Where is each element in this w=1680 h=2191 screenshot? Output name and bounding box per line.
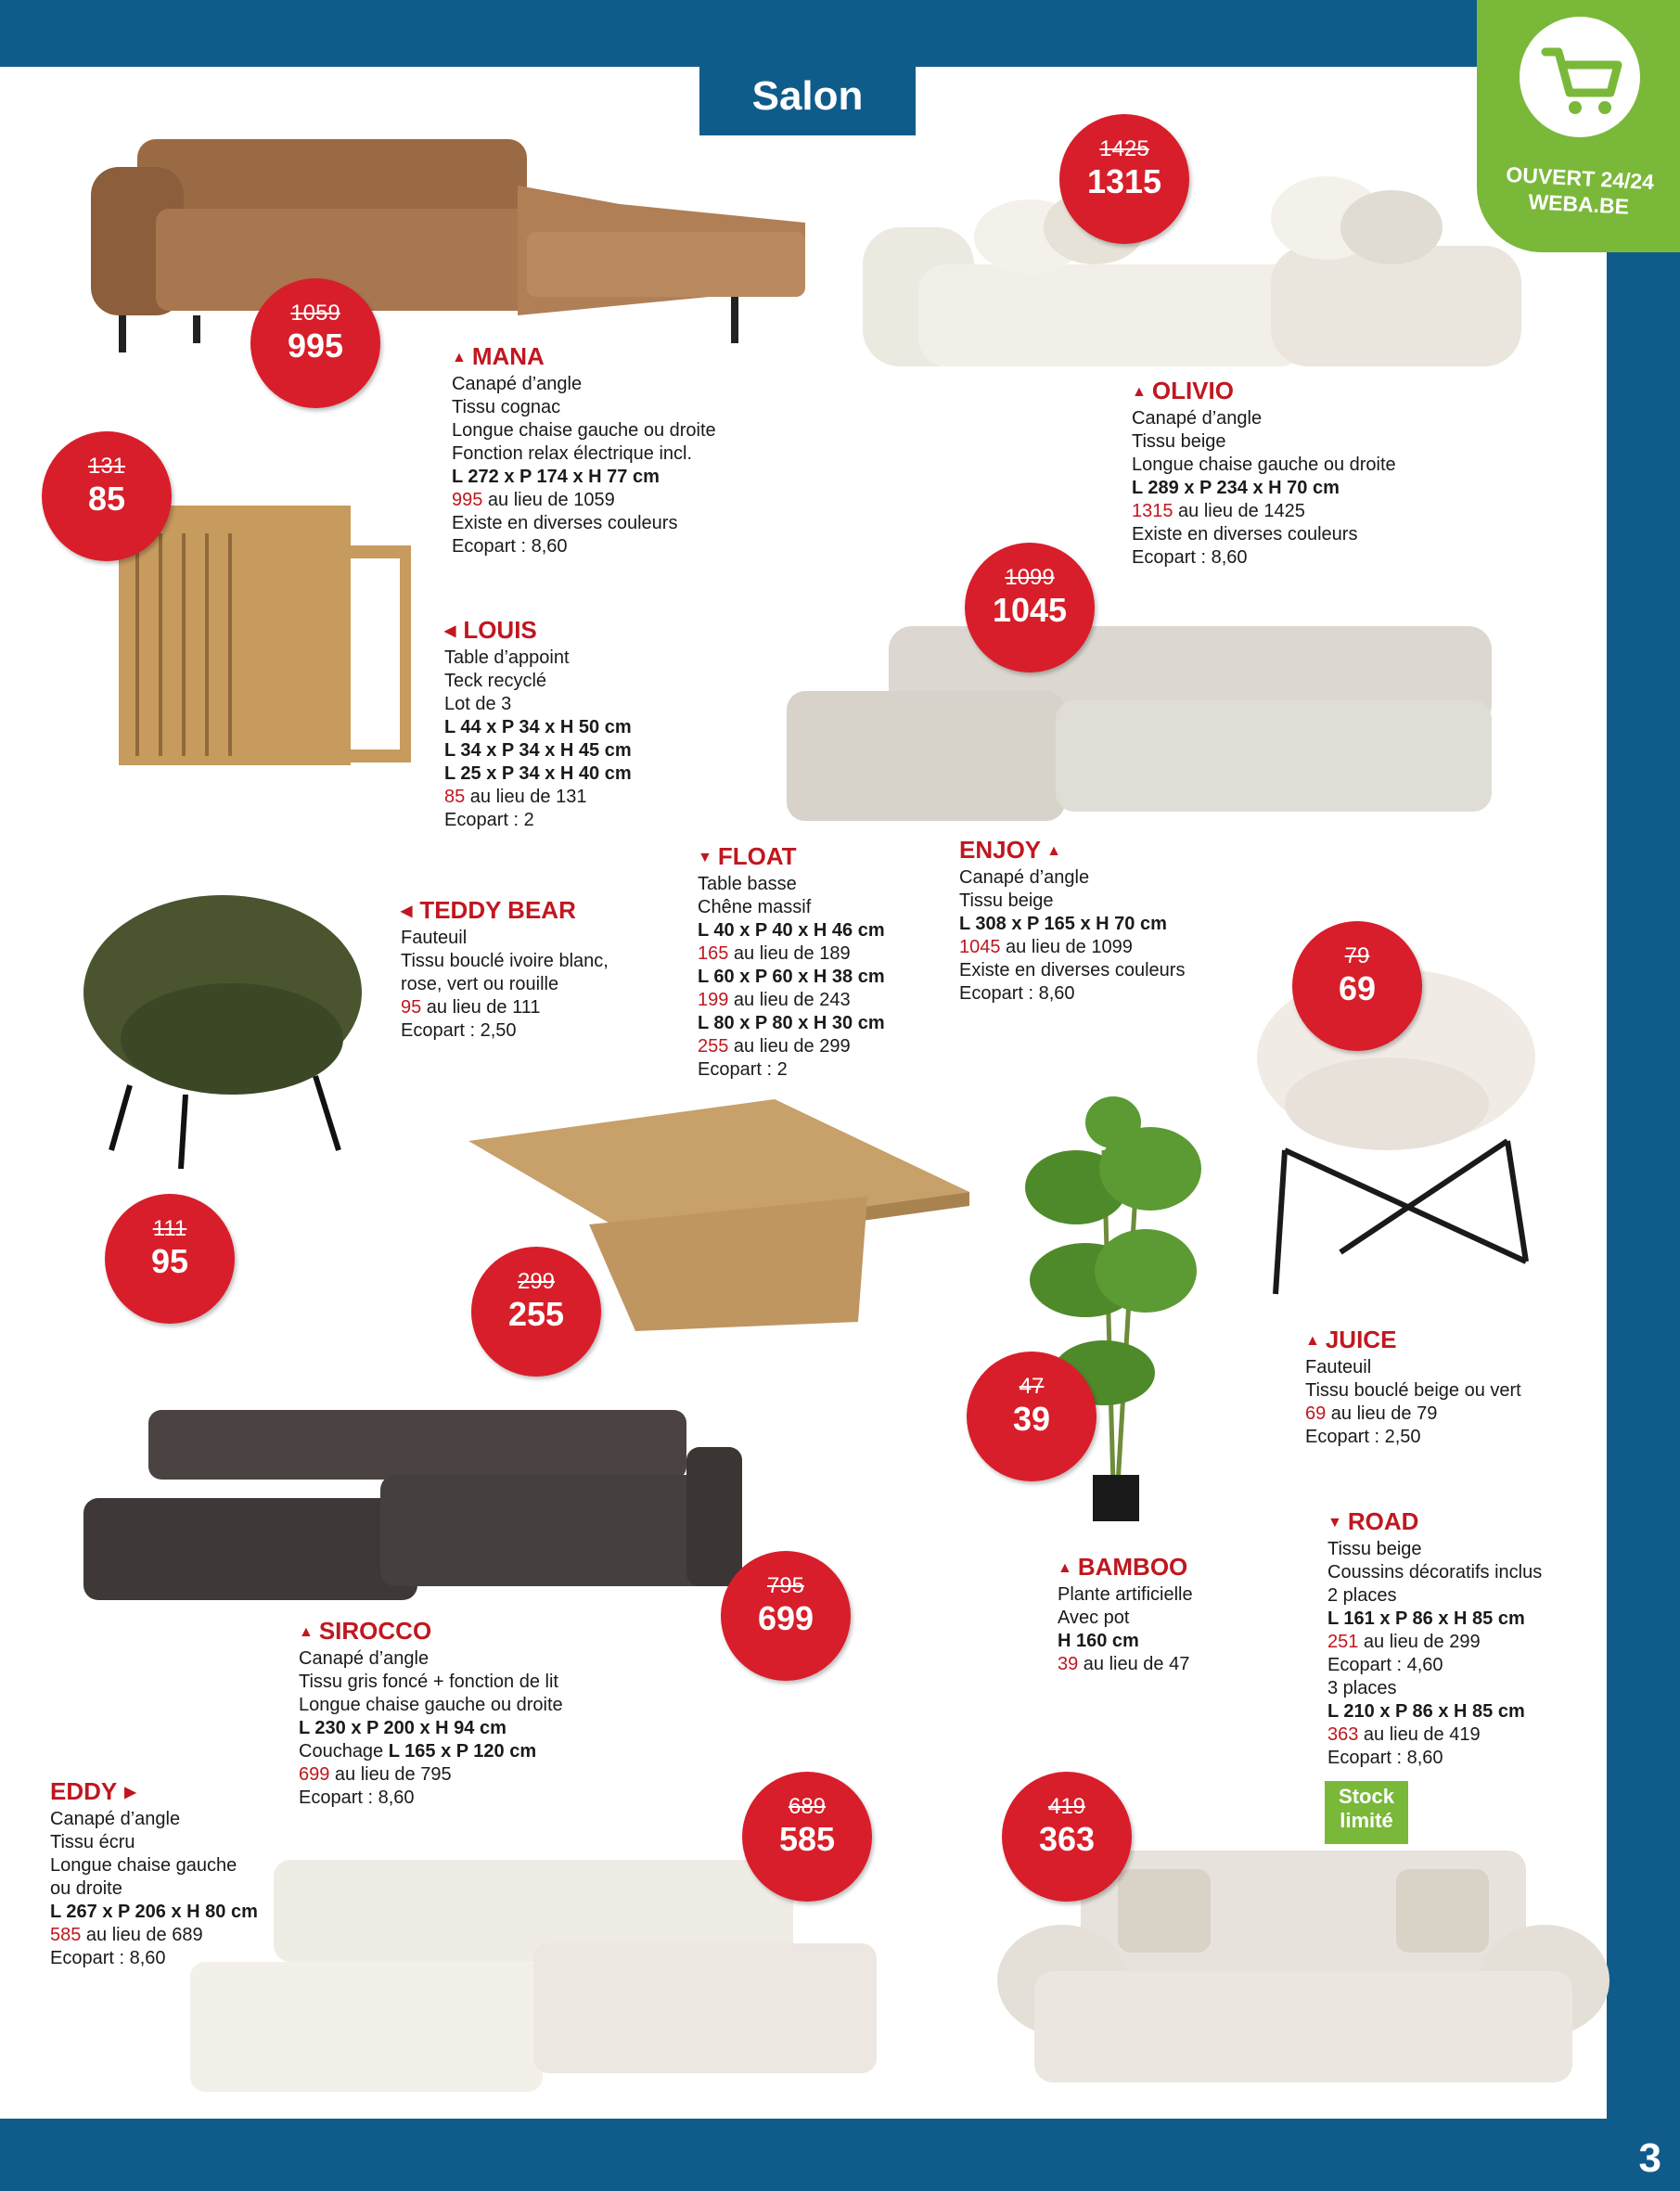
right-banner xyxy=(1607,0,1680,2191)
price-bubble-eddy xyxy=(742,1772,872,1902)
product-name: ▲ MANA xyxy=(452,341,716,373)
price-bubble-mana xyxy=(250,278,380,408)
eddy-sofa-image xyxy=(190,1860,886,2129)
old-price: 47 xyxy=(1019,1374,1045,1399)
price-bubble-louis xyxy=(42,431,172,561)
old-price: 131 xyxy=(87,454,126,479)
product-name: ▲ SIROCCO xyxy=(299,1616,563,1647)
new-price: 69 xyxy=(1338,969,1377,1007)
old-price: 299 xyxy=(517,1269,556,1294)
new-price: 699 xyxy=(757,1599,814,1637)
product-bamboo: ▲ BAMBOO Plante artificielle Avec pot H 160 cm 39 au lieu de 47 xyxy=(1058,1552,1193,1676)
price-bubble-olivio xyxy=(1059,114,1189,244)
product-eddy: EDDY ▶ Canapé d’angle Tissu écru Longue chaise gauche ou droite L 267 x P 206 x H 80 cm 585 au lieu de 689 Ecopart : 8,60 xyxy=(50,1776,258,1970)
old-price: 419 xyxy=(1047,1794,1086,1819)
bottom-banner xyxy=(0,2119,1680,2191)
new-price: 1045 xyxy=(992,591,1068,629)
product-teddy-bear: ◀ TEDDY BEAR Fauteuil Tissu bouclé ivoire blanc, rose, vert ou rouille 95 au lieu de 111 Ecopart : 2,50 xyxy=(401,895,609,1043)
dimensions: L 272 x P 174 x H 77 cm xyxy=(452,467,660,487)
new-price: 95 xyxy=(150,1242,189,1280)
new-price: 1315 xyxy=(1086,162,1162,200)
old-price: 79 xyxy=(1344,943,1370,968)
price-bubble-teddy xyxy=(105,1194,235,1324)
olivio-sofa-image xyxy=(863,162,1549,385)
sirocco-sofa-image xyxy=(83,1391,751,1642)
stock-limited-badge: Stock limité xyxy=(1325,1781,1408,1844)
shopping-cart-icon xyxy=(1520,17,1640,137)
teddy-chair-image xyxy=(74,890,380,1178)
new-price: 995 xyxy=(287,327,344,365)
product-sirocco: ▲ SIROCCO Canapé d’angle Tissu gris foncé + fonction de lit Longue chaise gauche ou droite L 230 x P 200 x H 94 cm Couchage L 165 x P 120 cm 699 au lieu de 795 Ecopart : 8,60 xyxy=(299,1616,563,1810)
new-price: 85 xyxy=(87,480,126,518)
section-title: Salon xyxy=(699,67,916,135)
price-bubble-sirocco xyxy=(721,1551,851,1681)
product-float: ▼ FLOAT Table basse Chêne massif L 40 x P 40 x H 46 cm 165 au lieu de 189 L 60 x P 60 x H 38 cm 199 au lieu de 243 L 80 x P 80 x H 30 cm 255 au lieu de 299 Ecopart : 2 xyxy=(698,841,885,1082)
price-bubble-bamboo xyxy=(967,1352,1096,1481)
old-price: 1425 xyxy=(1099,136,1149,161)
product-olivio: ▲ OLIVIO Canapé d’angle Tissu beige Longue chaise gauche ou droite L 289 x P 234 x H 70 cm 1315 au lieu de 1425 Existe en diverses couleurs Ecopart : 8,60 xyxy=(1132,376,1396,570)
page-number: 3 xyxy=(1638,2135,1661,2181)
product-road: ▼ ROAD Tissu beige Coussins décoratifs inclus 2 places L 161 x P 86 x H 85 cm 251 au lieu de 299 Ecopart : 4,60 3 places L 210 x P 86 x H 85 cm 363 au lieu de 419 Ecopart : 8,60 xyxy=(1327,1506,1542,1770)
product-name: ENJOY ▲ xyxy=(959,835,1185,866)
mana-sofa-image xyxy=(82,130,814,352)
old-price: 111 xyxy=(152,1216,187,1241)
product-juice: ▲ JUICE Fauteuil Tissu bouclé beige ou vert 69 au lieu de 79 Ecopart : 2,50 xyxy=(1305,1325,1521,1449)
product-louis: ◀ LOUIS Table d’appoint Teck recyclé Lot de 3 L 44 x P 34 x H 50 cm L 34 x P 34 x H 45 cm L 25 x P 34 x H 40 cm 85 au lieu de 131 Ecopart : 2 xyxy=(444,615,632,832)
new-price: 39 xyxy=(1012,1400,1051,1438)
old-price: 1099 xyxy=(1005,565,1055,590)
product-name: ▲ BAMBOO xyxy=(1058,1552,1193,1583)
product-name: ▼ FLOAT xyxy=(698,841,885,873)
price-bubble-float xyxy=(471,1247,601,1377)
product-name: ▲ OLIVIO xyxy=(1132,376,1396,407)
price-bubble-juice xyxy=(1292,921,1422,1051)
product-name: ◀ TEDDY BEAR xyxy=(401,895,609,927)
old-price: 689 xyxy=(788,1794,827,1819)
product-name: ▲ JUICE xyxy=(1305,1325,1521,1356)
price-bubble-road xyxy=(1002,1772,1132,1902)
new-price: 255 xyxy=(507,1295,565,1333)
top-banner xyxy=(0,0,1680,67)
new-price: 585 xyxy=(778,1820,836,1858)
price-bubble-enjoy xyxy=(965,543,1095,673)
old-price: 1059 xyxy=(290,301,340,326)
open-badge-text: OUVERT 24/24 WEBA.BE xyxy=(1505,161,1655,219)
product-name: ▼ ROAD xyxy=(1327,1506,1542,1538)
product-name: ◀ LOUIS xyxy=(444,615,632,647)
product-enjoy: ENJOY ▲ Canapé d’angle Tissu beige L 308 x P 165 x H 70 cm 1045 au lieu de 1099 Existe en diverses couleurs Ecopart : 8,60 xyxy=(959,835,1185,1006)
new-price: 363 xyxy=(1038,1820,1096,1858)
product-mana: ▲ MANA Canapé d’angle Tissu cognac Longue chaise gauche ou droite Fonction relax électrique incl. L 272 x P 174 x H 77 cm 995 au lieu de 1059 Existe en diverses couleurs Ecopart : 8,60 xyxy=(452,341,716,558)
product-name: EDDY ▶ xyxy=(50,1776,258,1808)
old-price: 795 xyxy=(766,1573,805,1598)
enjoy-sofa-image xyxy=(787,608,1501,830)
